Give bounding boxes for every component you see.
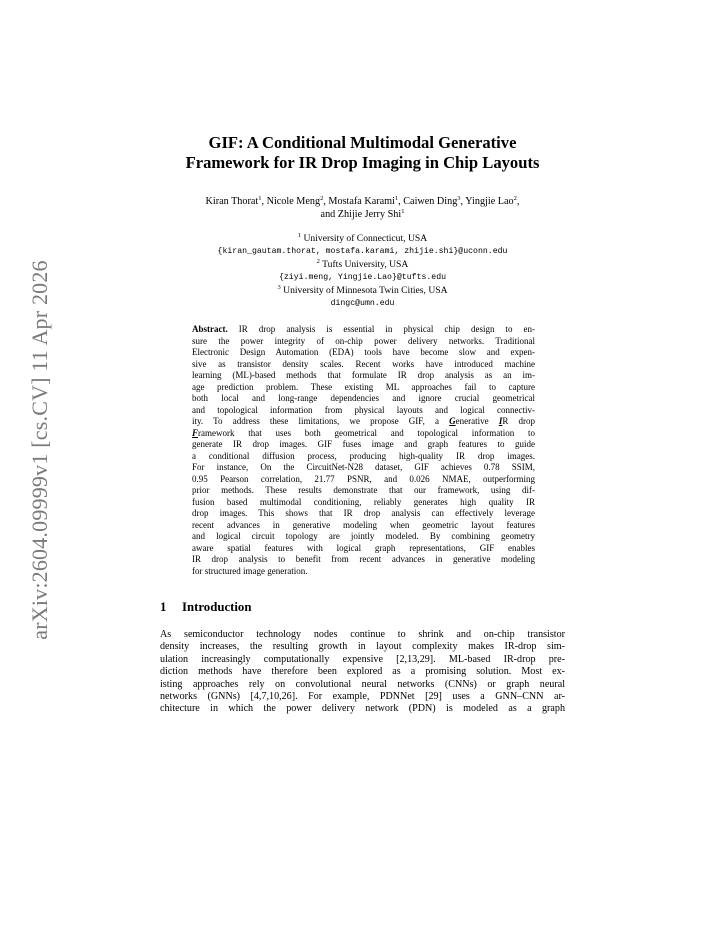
body-line: isting approaches rely on convolutional neural networks (CNNs) or graph neural (160, 678, 565, 690)
author-name: Kiran Thorat (205, 196, 259, 207)
title-line-1: GIF: A Conditional Multimodal Generative (208, 133, 517, 152)
affiliation-3-email[interactable]: dingc@umn.edu (330, 299, 395, 308)
abstract (192, 324, 535, 577)
author-name: , Nicole Meng (261, 196, 321, 207)
abstract-line: a conditional diffusion process, producing high-quality IR drop images. (192, 450, 535, 461)
intro-paragraph (160, 629, 565, 716)
author-name: , Yingjie Lao (460, 196, 514, 207)
body-line: chitecture in which the power delivery network (PDN) is modeled as a graph (160, 703, 565, 715)
abstract-line: fusion based multimodal conditioning, reliably generates high quality IR (192, 496, 535, 507)
acronym-letter-f: F (192, 427, 199, 438)
body-line: As semiconductor technology nodes continue to shrink and on-chip transistor (160, 629, 565, 640)
abstract-line: IR drop analysis to benefit from recent advances in generative modeling (192, 554, 535, 564)
author-line-1 (160, 195, 565, 208)
abstract-label: Abstract. (192, 324, 228, 334)
body-line: diction methods have therefore been explored as a promising solution. Most ex- (160, 666, 565, 678)
abstract-line (192, 416, 535, 428)
affiliation-name: University of Minnesota Twin Cities, USA (283, 285, 448, 296)
abstract-text: IR drop analysis is essential in physical chip design to en- (227, 324, 535, 334)
affiliation-name: University of Connecticut, USA (303, 233, 428, 244)
affiliation-3 (160, 284, 565, 297)
abstract-text: R drop (502, 416, 535, 426)
affiliation-number: 3 (277, 284, 281, 291)
abstract-line: generate IR drop images. GIF fuses image and graph features to guide (192, 439, 535, 449)
abstract-line: sive as transistor density scales. Recent works have introduced machine (192, 358, 535, 369)
abstract-line: drop images. This shows that IR drop analysis can effectively leverage (192, 508, 535, 518)
author-separator: , (516, 196, 520, 207)
author-line-2 (160, 208, 565, 221)
affiliation-mark: 2 (513, 195, 517, 202)
author-name: and Zhijie Jerry Shi (320, 209, 402, 220)
abstract-line (192, 428, 535, 440)
abstract-line: 0.95 Pearson correlation, 21.77 PSNR, and 0.026 NMAE, outperforming (192, 473, 535, 484)
acronym-letter-g: G (449, 416, 456, 426)
affiliation-1 (160, 232, 565, 245)
abstract-line: for structured image generation. (192, 565, 308, 576)
affiliation-mark: 2 (320, 195, 324, 202)
abstract-line: aware spatial features with logical graph representations, GIF enables (192, 542, 535, 553)
abstract-line: prior methods. These results demonstrate that our framework, using dif- (192, 485, 535, 495)
section-title: Introduction (182, 600, 252, 614)
affiliation-mark: 1 (401, 208, 405, 215)
section-number: 1 (160, 600, 167, 614)
author-name: , Mostafa Karami (323, 196, 395, 207)
abstract-line: and logical circuit topology are jointly modeled. By combining geometry (192, 531, 535, 541)
affiliation-2-email[interactable]: {ziyi.meng, Yingjie.Lao}@tufts.edu (278, 273, 447, 282)
affiliation-number: 1 (297, 232, 302, 239)
affiliation-mark: 1 (394, 195, 399, 202)
abstract-line: learning (ML)-based methods that formulate IR drop analysis as an im- (192, 370, 535, 380)
section-heading (160, 599, 565, 615)
affiliation-name: Tufts University, USA (322, 259, 409, 270)
affiliation-mark: 1 (258, 195, 262, 202)
affiliation-number: 2 (316, 258, 320, 265)
author-name: , Caiwen Ding (398, 196, 458, 207)
paper-title (160, 133, 565, 173)
body-line: density increases, the resulting growth in layout complexity makes IR-drop sim- (160, 641, 565, 653)
author-list (160, 195, 565, 221)
abstract-line: age prediction problem. These existing ML approaches fail to capture (192, 381, 535, 392)
abstract-line: recent advances in generative modeling when geometric layout features (192, 519, 535, 530)
affiliation-2 (160, 258, 565, 271)
abstract-line: Electronic Design Automation (EDA) tools have become slow and expen- (192, 347, 535, 357)
abstract-text: enerative (455, 416, 499, 426)
affiliation-1-email[interactable]: {kiran_gautam.thorat, mostafa.karami, zhijie.shi}@uconn.edu (217, 247, 508, 256)
body-line: networks (GNNs) [4,7,10,26]. For example, PDNNet [29] uses a GNN–CNN ar- (160, 691, 565, 703)
abstract-line: and topological information from physical layouts and logical connectiv- (192, 404, 535, 415)
abstract-line: both local and long-range dependencies and ignore crucial geometrical (192, 393, 535, 403)
acronym-letter-i: I (498, 416, 503, 426)
paper-page (160, 0, 565, 716)
affiliation-mark: 3 (457, 195, 461, 202)
abstract-text: ity. To address these limitations, we propose GIF, a (192, 416, 450, 426)
abstract-line: sure the power integrity of on-chip power delivery networks. Traditional (192, 335, 535, 346)
body-line: ulation increasingly computationally expensive [2,13,29]. ML-based IR-drop pre- (160, 653, 565, 665)
abstract-line (192, 324, 535, 336)
arxiv-identifier: arXiv:2604.09999v1 [cs.CV] 11 Apr 2026 (27, 260, 52, 640)
affiliations (160, 232, 565, 310)
title-line-2: Framework for IR Drop Imaging in Chip Layouts (185, 153, 540, 172)
abstract-line: For instance, On the CircuitNet-N28 dataset, GIF achieves 0.78 SSIM, (192, 462, 535, 472)
abstract-text: ramework that uses both geometrical and topological information to (198, 427, 535, 438)
